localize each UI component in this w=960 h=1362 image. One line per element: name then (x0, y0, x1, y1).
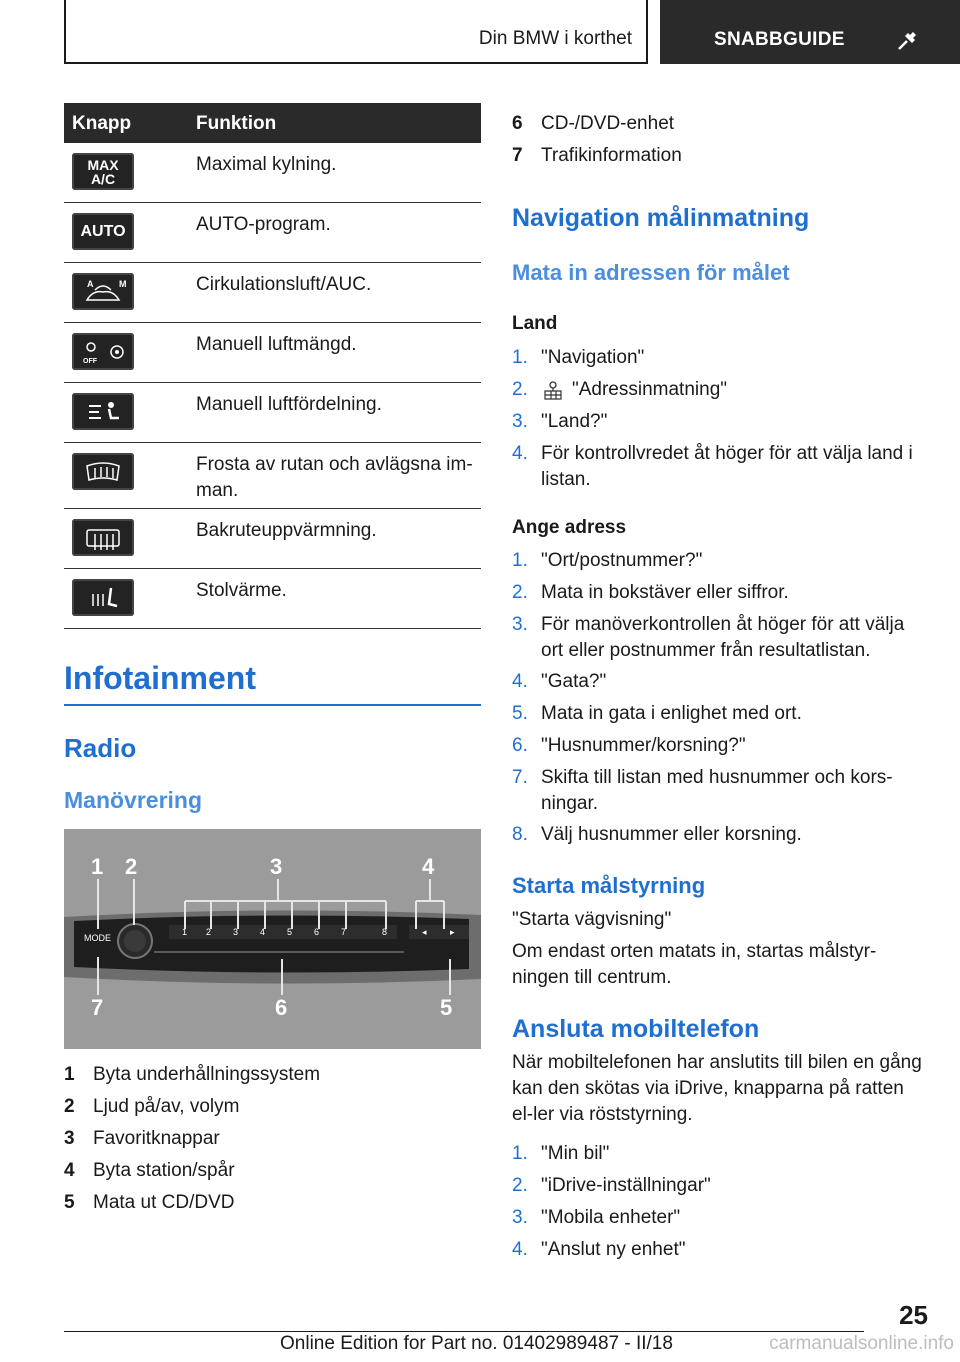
land-label: Land (512, 313, 558, 334)
step-text: "Anslut ny enhet" (541, 1239, 686, 1260)
auto-button-icon: AUTO (72, 213, 134, 250)
svg-text:4: 4 (260, 927, 266, 937)
item-number: 5 (64, 1192, 75, 1213)
pin-icon (896, 28, 920, 52)
step-number: 2. (512, 379, 528, 400)
callout-5: 5 (440, 995, 453, 1020)
function-text: Frosta av rutan och avlägsna im-man. (196, 454, 473, 501)
step-number: 3. (512, 411, 528, 432)
item-text: Favoritknappar (93, 1128, 220, 1149)
function-text: Manuell luftfördelning. (196, 394, 382, 415)
svg-text:3: 3 (233, 927, 239, 937)
step-number: 5. (512, 703, 528, 724)
radio-control-panel-image (64, 829, 481, 1049)
item-number: 3 (64, 1128, 75, 1149)
function-text: Bakruteuppvärmning. (196, 520, 377, 541)
table-row (64, 443, 481, 509)
item-number: 7 (512, 145, 523, 166)
step-text: "iDrive-inställningar" (541, 1175, 711, 1196)
function-text: Maximal kylning. (196, 154, 337, 175)
function-text: Stolvärme. (196, 580, 287, 601)
edition-footer: Online Edition for Part no. 01402989487 - II/18 (280, 1333, 673, 1354)
item-text: Trafikinformation (541, 145, 682, 166)
quickguide-label: SNABBGUIDE (714, 29, 845, 50)
item-text: Ljud på/av, volym (93, 1096, 240, 1117)
mode-label: MODE (84, 933, 111, 943)
svg-text:5: 5 (287, 927, 293, 937)
item-number: 1 (64, 1064, 75, 1085)
step-text: "Adressinmatning" (572, 379, 728, 400)
item-text: Byta underhållningssystem (93, 1064, 321, 1085)
step-number: 1. (512, 1143, 528, 1164)
recirculation-button-icon (72, 273, 134, 310)
item-text: CD-/DVD-enhet (541, 113, 675, 134)
step-number: 3. (512, 1207, 528, 1228)
step-text: "Navigation" (541, 347, 645, 368)
item-text: Byta station/spår (93, 1160, 235, 1181)
navigation-heading: Navigation målinmatning (512, 204, 810, 232)
mobile-intro: När mobiltelefonen har anslutits till bilen en gång kan den skötas via iDrive, knapparna på ratten el-ler via röststyrning. (512, 1052, 922, 1125)
table-row (64, 143, 481, 203)
mobile-heading: Ansluta mobiltelefon (512, 1015, 760, 1043)
table-row (64, 203, 481, 263)
callout-4: 4 (422, 854, 435, 879)
step-text: "Mobila enheter" (541, 1207, 681, 1228)
air-distribution-button-icon (72, 393, 134, 430)
step-text: Välj husnummer eller korsning. (541, 824, 802, 845)
start-guidance-heading: Starta målstyrning (512, 873, 706, 898)
section-divider (64, 704, 481, 706)
callout-3: 3 (270, 854, 283, 879)
start-guidance-command: "Starta vägvisning" (512, 909, 672, 930)
adress-label: Ange adress (512, 517, 627, 538)
max-ac-button-icon: MAX A/C (72, 153, 134, 190)
start-guidance-text: Om endast orten matats in, startas målstyr-ningen till centrum. (512, 941, 877, 988)
step-number: 2. (512, 1175, 528, 1196)
watermark: carmanualsonline.info (769, 1333, 954, 1354)
item-number: 4 (64, 1160, 75, 1181)
step-text: "Ort/postnummer?" (541, 550, 703, 571)
step-text: För manöverkontrollen åt höger för att välja ort eller postnummer från resultatlistan. (541, 614, 905, 661)
step-number: 7. (512, 767, 528, 788)
table-row (64, 323, 481, 383)
svg-text:M: M (119, 278, 127, 289)
step-text: Mata in bokstäver eller siffror. (541, 582, 789, 603)
function-text: Manuell luftmängd. (196, 334, 357, 355)
address-subheading: Mata in adressen för målet (512, 260, 790, 285)
svg-text:7: 7 (341, 927, 347, 937)
manovrering-heading: Manövrering (64, 787, 203, 813)
infotainment-heading: Infotainment (64, 660, 256, 696)
svg-text:1: 1 (182, 927, 188, 937)
step-text: "Husnummer/korsning?" (541, 735, 746, 756)
table-row (64, 263, 481, 323)
step-text: "Land?" (541, 411, 608, 432)
step-number: 6. (512, 735, 528, 756)
step-text: "Min bil" (541, 1143, 610, 1164)
item-number: 2 (64, 1096, 75, 1117)
svg-text:6: 6 (314, 927, 320, 937)
table-row (64, 569, 481, 629)
svg-text:◂: ◂ (422, 927, 427, 937)
col-header-knapp: Knapp (72, 113, 132, 134)
col-header-funktion: Funktion (196, 113, 277, 134)
step-number: 2. (512, 582, 528, 603)
function-text: Cirkulationsluft/AUC. (196, 274, 372, 295)
callout-2: 2 (125, 854, 138, 879)
table-header (64, 103, 481, 143)
item-number: 6 (512, 113, 523, 134)
seat-heating-button-icon (72, 579, 134, 616)
step-number: 3. (512, 614, 528, 635)
item-text: Mata ut CD/DVD (93, 1192, 235, 1213)
fan-button-icon (72, 333, 134, 370)
table-row (64, 509, 481, 569)
step-number: 4. (512, 1239, 528, 1260)
defrost-button-icon (72, 453, 134, 490)
step-text: Mata in gata i enlighet med ort. (541, 703, 802, 724)
svg-text:▸: ▸ (450, 927, 455, 937)
step-number: 1. (512, 550, 528, 571)
section-tab-label: Din BMW i korthet (478, 28, 632, 49)
svg-text:A: A (87, 278, 94, 289)
button-function-table (64, 103, 481, 629)
step-text: "Gata?" (541, 671, 607, 692)
callout-1: 1 (91, 854, 104, 879)
footer-divider (64, 1331, 864, 1332)
header-section-tab (64, 0, 648, 64)
step-number: 1. (512, 347, 528, 368)
svg-text:OFF: OFF (83, 357, 97, 365)
step-text: För kontrollvredet åt höger för att välja land i listan. (541, 443, 913, 490)
step-number: 4. (512, 671, 528, 692)
page-number: 25 (899, 1300, 928, 1330)
table-row (64, 383, 481, 443)
step-number: 8. (512, 824, 528, 845)
rear-defrost-button-icon (72, 519, 134, 556)
svg-text:8: 8 (382, 927, 388, 937)
step-number: 4. (512, 443, 528, 464)
callout-7: 7 (91, 995, 104, 1020)
svg-text:2: 2 (206, 927, 212, 937)
radio-heading: Radio (64, 733, 137, 763)
header-quickguide-tab (660, 0, 960, 64)
callout-6: 6 (275, 995, 288, 1020)
step-text: Skifta till listan med husnummer och kors-ningar. (541, 767, 893, 814)
function-text: AUTO-program. (196, 214, 331, 235)
map-icon (543, 380, 563, 400)
